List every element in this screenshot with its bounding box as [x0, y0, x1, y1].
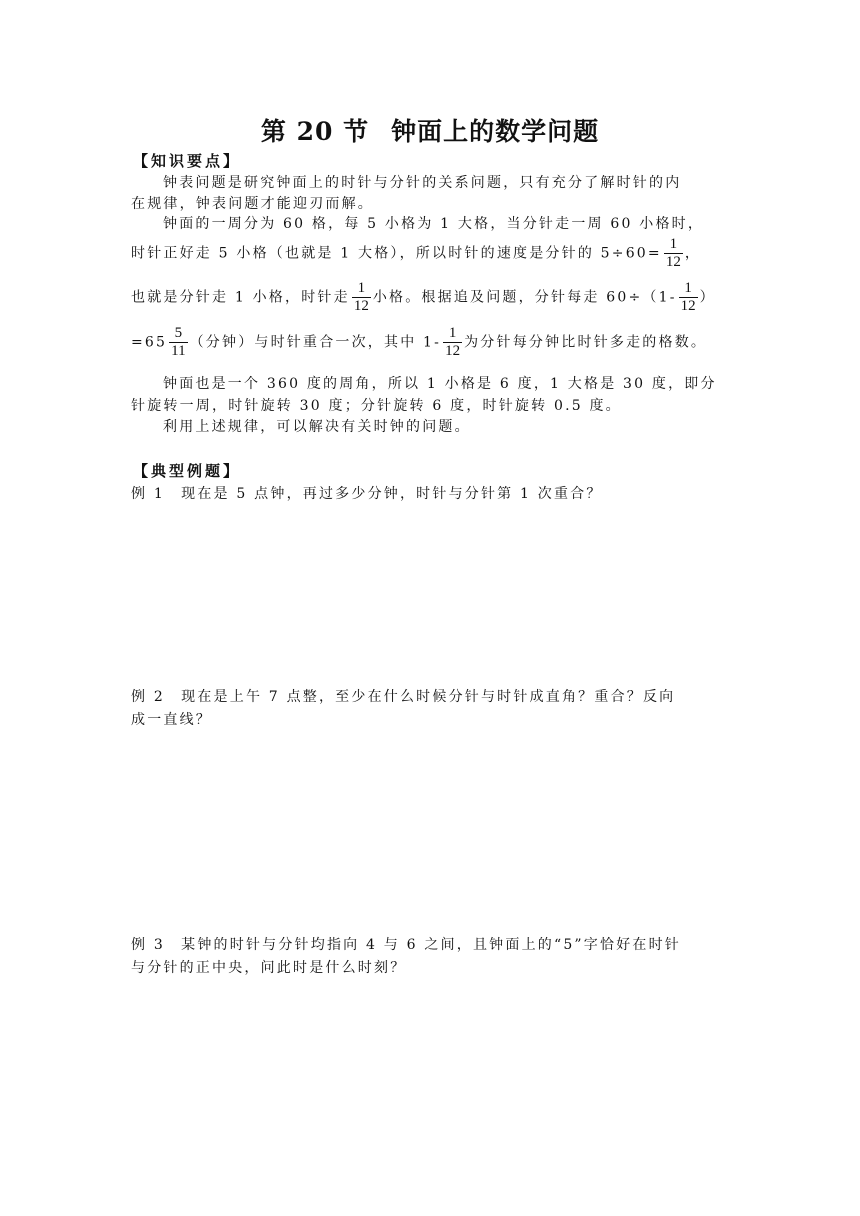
paragraph-line-with-fraction [131, 325, 707, 360]
text-segment: 为分针每分钟比时针多走的格数。 [464, 334, 708, 351]
fraction-denominator: 12 [353, 298, 369, 314]
text-segment: ） [699, 289, 716, 306]
page-title [0, 112, 860, 148]
paragraph-line: 利用上述规律，可以解决有关时钟的问题。 [163, 419, 471, 435]
fraction-one-twelfth [679, 280, 698, 315]
example-2-line: 例 2 现在是上午 7 点整，至少在什么时候分针与时针成直角？重合？反向 [131, 689, 676, 705]
fraction-numerator: 1 [669, 236, 678, 252]
text-segment: （分钟）与时针重合一次，其中 1- [189, 334, 442, 351]
paragraph-line: 钟面的一周分为 60 格，每 5 小格为 1 大格，当分针走一周 60 小格时， [163, 216, 705, 232]
text-segment: 时针正好走 5 小格（也就是 1 大格），所以时针的速度是分针的 5÷60= [131, 245, 662, 262]
fraction-denominator: 12 [445, 343, 461, 359]
fraction-numerator: 1 [684, 280, 692, 296]
fraction-denominator: 12 [665, 254, 681, 270]
paragraph-line: 在规律，钟表问题才能迎刃而解。 [131, 196, 374, 212]
fraction-one-twelfth [352, 280, 371, 315]
paragraph-line-with-fraction [131, 280, 716, 315]
text-segment: ， [684, 245, 702, 262]
paragraph-line: 钟面也是一个 360 度的周角，所以 1 小格是 6 度，1 大格是 30 度，即分 [163, 376, 717, 392]
fraction-numerator: 1 [448, 325, 457, 341]
title-text: 钟面上的数学问题 [391, 117, 600, 146]
example-2-line: 成一直线？ [131, 712, 212, 728]
example-3-line: 与分针的正中央，问此时是什么时刻？ [131, 960, 407, 976]
paragraph-line: 钟表问题是研究钟面上的时针与分针的关系问题，只有充分了解时针的内 [163, 175, 682, 191]
text-segment: 小格。根据追及问题，分针每走 60÷（1- [372, 289, 677, 306]
section-heading-key-points: 【知识要点】 [133, 152, 242, 170]
example-3-line: 例 3 某钟的时针与分针均指向 4 与 6 之间，且钟面上的“5”字恰好在时针 [131, 937, 681, 953]
example-1: 例 1 现在是 5 点钟，再过多少分钟，时针与分针第 1 次重合？ [131, 486, 603, 502]
fraction-one-twelfth [664, 236, 683, 271]
fraction-one-twelfth [443, 325, 462, 360]
fraction-numerator: 5 [174, 325, 183, 341]
title-section-number: 第 20 节 [260, 117, 370, 146]
fraction-five-elevenths [169, 325, 187, 360]
text-segment: 也就是分针走 1 小格，时针走 [131, 289, 350, 306]
text-segment: =65 [131, 334, 168, 351]
section-heading-examples: 【典型例题】 [133, 462, 242, 480]
fraction-denominator: 11 [171, 343, 186, 359]
paragraph-line: 针旋转一周，时针旋转 30 度；分针旋转 6 度，时针旋转 0.5 度。 [131, 398, 622, 414]
fraction-numerator: 1 [357, 280, 366, 296]
fraction-denominator: 12 [680, 298, 696, 314]
paragraph-line-with-fraction [131, 236, 701, 271]
